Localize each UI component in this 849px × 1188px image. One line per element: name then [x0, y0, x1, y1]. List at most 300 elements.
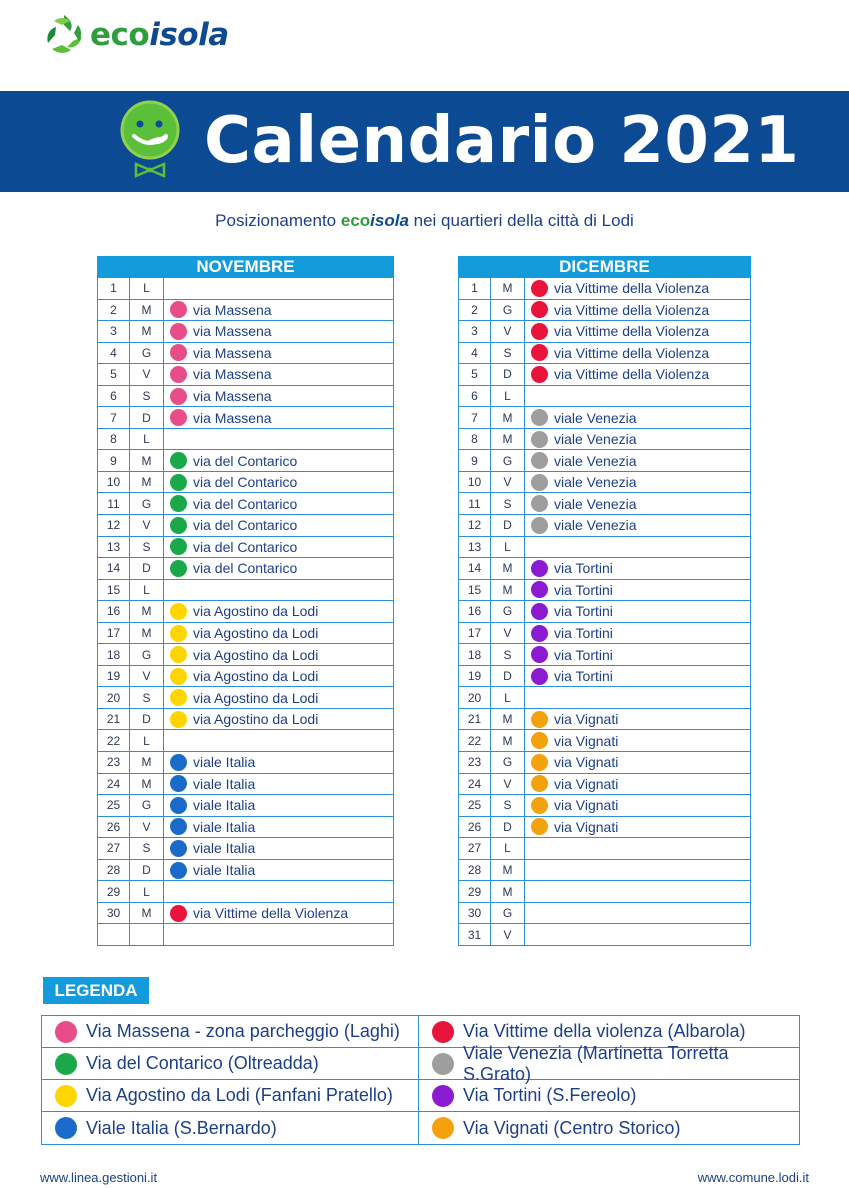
location-dot-icon [170, 711, 187, 728]
location-label: via Vignati [554, 711, 619, 728]
location-cell [164, 493, 393, 514]
legend-label: Via Vittime della violenza (Albarola) [463, 1021, 746, 1041]
location-cell [525, 687, 750, 708]
weekday-letter: G [491, 300, 525, 321]
weekday-letter: V [130, 817, 164, 838]
legend-dot-icon [55, 1085, 77, 1107]
location-dot-icon [531, 560, 548, 577]
legend-item [42, 1016, 419, 1048]
legend-title: LEGENDA [43, 977, 149, 1004]
calendar-row [459, 429, 750, 451]
calendar-row [98, 881, 393, 903]
day-number: 11 [98, 493, 130, 514]
calendar-row [459, 623, 750, 645]
weekday-letter: M [130, 774, 164, 795]
location-cell [525, 709, 750, 730]
calendar-row [459, 817, 750, 839]
location-label: via Vittime della Violenza [554, 366, 710, 383]
calendar-row [459, 838, 750, 860]
legend-label: Via Tortini (S.Fereolo) [463, 1085, 637, 1105]
location-dot-icon [170, 905, 187, 922]
location-cell [525, 472, 750, 493]
legend-label: Via Vignati (Centro Storico) [463, 1117, 681, 1138]
calendar-row [459, 601, 750, 623]
location-cell [164, 881, 393, 902]
calendar-row [98, 321, 393, 343]
calendar-row [98, 666, 393, 688]
location-label: viale Italia [193, 754, 256, 771]
location-dot-icon [531, 495, 548, 512]
weekday-letter: L [130, 730, 164, 751]
calendar-row [98, 493, 393, 515]
location-label: via Massena [193, 344, 272, 361]
day-number: 3 [98, 321, 130, 342]
location-label: viale Italia [193, 818, 256, 835]
location-cell [164, 644, 393, 665]
weekday-letter: V [491, 774, 525, 795]
calendar-row [459, 321, 750, 343]
weekday-letter: G [130, 343, 164, 364]
location-dot-icon [170, 625, 187, 642]
legend-label: Viale Italia (S.Bernardo) [86, 1117, 277, 1138]
logo-wordmark [90, 17, 229, 53]
location-label: viale Venezia [554, 452, 637, 469]
location-cell [525, 515, 750, 536]
day-number: 15 [98, 580, 130, 601]
calendar-row [98, 515, 393, 537]
location-label: via Vignati [554, 754, 619, 771]
day-number: 20 [98, 687, 130, 708]
title-banner [0, 91, 849, 192]
day-number: 11 [459, 493, 491, 514]
calendar-row [98, 364, 393, 386]
legend-dot-icon [432, 1053, 454, 1075]
location-label: via Massena [193, 323, 272, 340]
weekday-letter: G [130, 795, 164, 816]
location-cell [164, 795, 393, 816]
weekday-letter: L [130, 429, 164, 450]
legend-dot-icon [432, 1085, 454, 1107]
weekday-letter: D [491, 817, 525, 838]
weekday-letter: G [491, 752, 525, 773]
location-label: via Tortini [554, 646, 613, 663]
weekday-letter: M [130, 623, 164, 644]
calendar-row [98, 278, 393, 300]
location-dot-icon [170, 862, 187, 879]
day-number: 27 [459, 838, 491, 859]
location-cell [525, 730, 750, 751]
day-number: 16 [459, 601, 491, 622]
weekday-letter: M [130, 300, 164, 321]
calendar-row [459, 278, 750, 300]
location-cell [525, 881, 750, 902]
location-label: via Massena [193, 409, 272, 426]
weekday-letter: V [130, 515, 164, 536]
calendar-row [459, 386, 750, 408]
location-cell [525, 321, 750, 342]
weekday-letter: D [491, 515, 525, 536]
day-number: 27 [98, 838, 130, 859]
weekday-letter: M [491, 860, 525, 881]
weekday-letter: M [491, 558, 525, 579]
location-cell [525, 343, 750, 364]
day-number: 6 [98, 386, 130, 407]
weekday-letter: G [130, 493, 164, 514]
weekday-letter: M [491, 580, 525, 601]
location-label: via Massena [193, 301, 272, 318]
calendar-row [98, 537, 393, 559]
location-label: via Tortini [554, 625, 613, 642]
location-label: via Massena [193, 366, 272, 383]
weekday-letter: G [491, 601, 525, 622]
location-cell [525, 278, 750, 299]
location-cell [164, 300, 393, 321]
logo-eco: eco [90, 17, 150, 53]
location-dot-icon [531, 754, 548, 771]
calendar-row [459, 515, 750, 537]
calendar-row [459, 343, 750, 365]
day-number: 20 [459, 687, 491, 708]
day-number: 2 [459, 300, 491, 321]
location-label: viale Venezia [554, 517, 637, 534]
day-number: 24 [459, 774, 491, 795]
calendar-row [459, 903, 750, 925]
footer-link-comune[interactable]: www.comune.lodi.it [697, 1170, 809, 1185]
location-dot-icon [531, 323, 548, 340]
location-cell [164, 601, 393, 622]
weekday-letter: M [130, 601, 164, 622]
calendar-row [459, 795, 750, 817]
location-cell [525, 493, 750, 514]
weekday-letter: M [130, 321, 164, 342]
month-header: DICEMBRE [458, 256, 751, 278]
location-dot-icon [170, 538, 187, 555]
location-label: via Vignati [554, 775, 619, 792]
location-cell [525, 774, 750, 795]
weekday-letter: L [491, 838, 525, 859]
location-cell [525, 666, 750, 687]
day-number: 17 [459, 623, 491, 644]
weekday-letter: V [130, 666, 164, 687]
subtitle-before: Posizionamento [215, 211, 341, 230]
location-cell [164, 838, 393, 859]
location-dot-icon [531, 452, 548, 469]
legend-label: Via del Contarico (Oltreadda) [86, 1053, 319, 1073]
legend-item [419, 1042, 799, 1084]
location-dot-icon [170, 646, 187, 663]
weekday-letter: D [130, 558, 164, 579]
location-label: via del Contarico [193, 538, 298, 555]
location-cell [525, 558, 750, 579]
location-dot-icon [170, 301, 187, 318]
weekday-letter: S [491, 343, 525, 364]
calendar-row [98, 644, 393, 666]
location-label: viale Italia [193, 862, 256, 879]
day-number: 18 [459, 644, 491, 665]
day-number: 23 [459, 752, 491, 773]
location-cell [525, 300, 750, 321]
location-dot-icon [170, 495, 187, 512]
day-number: 24 [98, 774, 130, 795]
location-cell [164, 386, 393, 407]
location-cell [164, 623, 393, 644]
day-number: 12 [459, 515, 491, 536]
location-dot-icon [531, 797, 548, 814]
location-label: via Vittime della Violenza [554, 301, 710, 318]
calendar-row [98, 752, 393, 774]
calendar-row [459, 472, 750, 494]
location-dot-icon [531, 732, 548, 749]
weekday-letter: V [491, 924, 525, 945]
location-label: via Vittime della Violenza [554, 323, 710, 340]
location-cell [164, 666, 393, 687]
weekday-letter: M [491, 730, 525, 751]
legend-label: Via Massena - zona parcheggio (Laghi) [86, 1021, 400, 1041]
day-number: 14 [98, 558, 130, 579]
location-cell [164, 537, 393, 558]
location-label: via Vittime della Violenza [193, 905, 349, 922]
day-number: 2 [98, 300, 130, 321]
calendar-row [98, 924, 393, 946]
day-number: 17 [98, 623, 130, 644]
weekday-letter: V [491, 472, 525, 493]
logo-isola: isola [149, 17, 229, 53]
location-cell [525, 903, 750, 924]
location-dot-icon [170, 452, 187, 469]
day-number [98, 924, 130, 945]
location-dot-icon [170, 388, 187, 405]
day-number: 13 [98, 537, 130, 558]
legend-item [42, 1080, 419, 1112]
page-title: Calendario 2021 [204, 104, 800, 178]
day-number: 19 [459, 666, 491, 687]
location-label: via del Contarico [193, 474, 298, 491]
location-cell [525, 860, 750, 881]
location-cell [525, 580, 750, 601]
location-cell [525, 450, 750, 471]
weekday-letter: M [491, 407, 525, 428]
location-dot-icon [531, 775, 548, 792]
location-label: via Massena [193, 388, 272, 404]
day-number: 21 [98, 709, 130, 730]
weekday-letter [130, 924, 164, 945]
location-cell [164, 580, 393, 601]
location-cell [525, 407, 750, 428]
location-cell [164, 558, 393, 579]
day-number: 30 [98, 903, 130, 924]
calendar-row [98, 623, 393, 645]
weekday-letter: S [130, 687, 164, 708]
calendar-row [98, 580, 393, 602]
calendar-row [459, 493, 750, 515]
day-number: 4 [459, 343, 491, 364]
legend-item [42, 1048, 419, 1080]
day-number: 7 [98, 407, 130, 428]
location-label: via Tortini [554, 581, 613, 598]
location-label: via Agostino da Lodi [193, 668, 319, 685]
calendar-row [459, 752, 750, 774]
location-cell [164, 321, 393, 342]
weekday-letter: M [491, 881, 525, 902]
weekday-letter: L [130, 580, 164, 601]
day-number: 28 [459, 860, 491, 881]
weekday-letter: M [491, 278, 525, 299]
location-dot-icon [531, 581, 548, 598]
location-cell [164, 860, 393, 881]
calendar-row [98, 860, 393, 882]
legend-dot-icon [55, 1053, 77, 1075]
calendar-row [98, 472, 393, 494]
legend-item [42, 1112, 419, 1144]
subtitle [0, 211, 849, 231]
location-cell [164, 450, 393, 471]
day-number: 29 [459, 881, 491, 902]
december-grid [458, 278, 751, 946]
location-dot-icon [170, 474, 187, 491]
day-number: 26 [98, 817, 130, 838]
day-number: 13 [459, 537, 491, 558]
location-cell [164, 730, 393, 751]
location-label: via del Contarico [193, 560, 298, 577]
legend-label: Viale Venezia (Martinetta Torretta S.Grato) [463, 1042, 729, 1084]
weekday-letter: V [130, 364, 164, 385]
location-label: via Agostino da Lodi [193, 711, 319, 728]
location-dot-icon [531, 431, 548, 448]
location-cell [525, 623, 750, 644]
legend-dot-icon [432, 1021, 454, 1043]
smiley-mascot-icon [116, 98, 184, 180]
december-calendar [458, 256, 751, 946]
location-dot-icon [531, 818, 548, 835]
location-dot-icon [531, 280, 548, 297]
location-cell [525, 924, 750, 945]
day-number: 22 [98, 730, 130, 751]
calendar-row [459, 881, 750, 903]
location-cell [164, 687, 393, 708]
location-cell [164, 709, 393, 730]
weekday-letter: M [130, 472, 164, 493]
location-cell [525, 429, 750, 450]
location-label: via del Contarico [193, 452, 298, 469]
location-label: viale Italia [193, 797, 256, 814]
calendar-row [98, 774, 393, 796]
location-label: viale Venezia [554, 431, 637, 448]
day-number: 22 [459, 730, 491, 751]
day-number: 21 [459, 709, 491, 730]
calendar-row [98, 558, 393, 580]
location-label: via Tortini [554, 668, 613, 685]
location-cell [164, 364, 393, 385]
location-cell [525, 601, 750, 622]
subtitle-isola: isola [370, 211, 409, 230]
calendar-row [459, 687, 750, 709]
calendar-row [459, 730, 750, 752]
location-cell [525, 838, 750, 859]
calendar-row [98, 386, 393, 408]
location-dot-icon [531, 409, 548, 426]
day-number: 8 [98, 429, 130, 450]
calendar-row [98, 450, 393, 472]
day-number: 14 [459, 558, 491, 579]
day-number: 5 [459, 364, 491, 385]
location-dot-icon [531, 474, 548, 491]
november-calendar [97, 256, 394, 946]
location-cell [164, 817, 393, 838]
weekday-letter: G [491, 450, 525, 471]
weekday-letter: L [130, 278, 164, 299]
subtitle-eco: eco [340, 211, 371, 230]
day-number: 15 [459, 580, 491, 601]
location-cell [525, 795, 750, 816]
calendar-row [459, 558, 750, 580]
calendar-row [98, 838, 393, 860]
location-dot-icon [170, 323, 187, 340]
day-number: 28 [98, 860, 130, 881]
weekday-letter: D [491, 666, 525, 687]
location-cell [525, 386, 750, 407]
location-dot-icon [170, 344, 187, 361]
location-dot-icon [170, 840, 187, 857]
location-dot-icon [170, 560, 187, 577]
location-label: viale Venezia [554, 409, 637, 426]
november-grid [97, 278, 394, 946]
calendar-row [459, 644, 750, 666]
location-cell [164, 472, 393, 493]
location-cell [164, 515, 393, 536]
weekday-letter: L [130, 881, 164, 902]
location-label: via Agostino da Lodi [193, 625, 319, 642]
weekday-letter: M [130, 450, 164, 471]
weekday-letter: M [491, 429, 525, 450]
month-header: NOVEMBRE [97, 256, 394, 278]
day-number: 10 [98, 472, 130, 493]
location-label: via Vittime della Violenza [554, 344, 710, 361]
legend-dot-icon [432, 1117, 454, 1139]
calendar-row [98, 407, 393, 429]
calendar-row [98, 687, 393, 709]
day-number: 5 [98, 364, 130, 385]
footer-link-linea[interactable]: www.linea.gestioni.it [40, 1170, 158, 1185]
day-number: 1 [98, 278, 130, 299]
location-dot-icon [170, 668, 187, 685]
calendar-row [98, 903, 393, 925]
location-cell [164, 343, 393, 364]
location-cell [164, 903, 393, 924]
calendar-row [459, 860, 750, 882]
calendar-row [459, 450, 750, 472]
location-dot-icon [531, 711, 548, 728]
weekday-letter: V [491, 623, 525, 644]
weekday-letter: D [130, 860, 164, 881]
location-dot-icon [170, 409, 187, 426]
location-dot-icon [531, 301, 548, 318]
calendar-row [98, 601, 393, 623]
day-number: 9 [459, 450, 491, 471]
location-dot-icon [170, 818, 187, 835]
weekday-letter: M [130, 903, 164, 924]
calendar-row [98, 730, 393, 752]
weekday-letter: V [491, 321, 525, 342]
weekday-letter: G [130, 644, 164, 665]
day-number: 8 [459, 429, 491, 450]
day-number: 31 [459, 924, 491, 945]
calendar-row [459, 774, 750, 796]
location-label: via Vignati [554, 818, 619, 835]
weekday-letter: M [130, 752, 164, 773]
weekday-letter: M [491, 709, 525, 730]
day-number: 25 [98, 795, 130, 816]
location-cell [525, 537, 750, 558]
